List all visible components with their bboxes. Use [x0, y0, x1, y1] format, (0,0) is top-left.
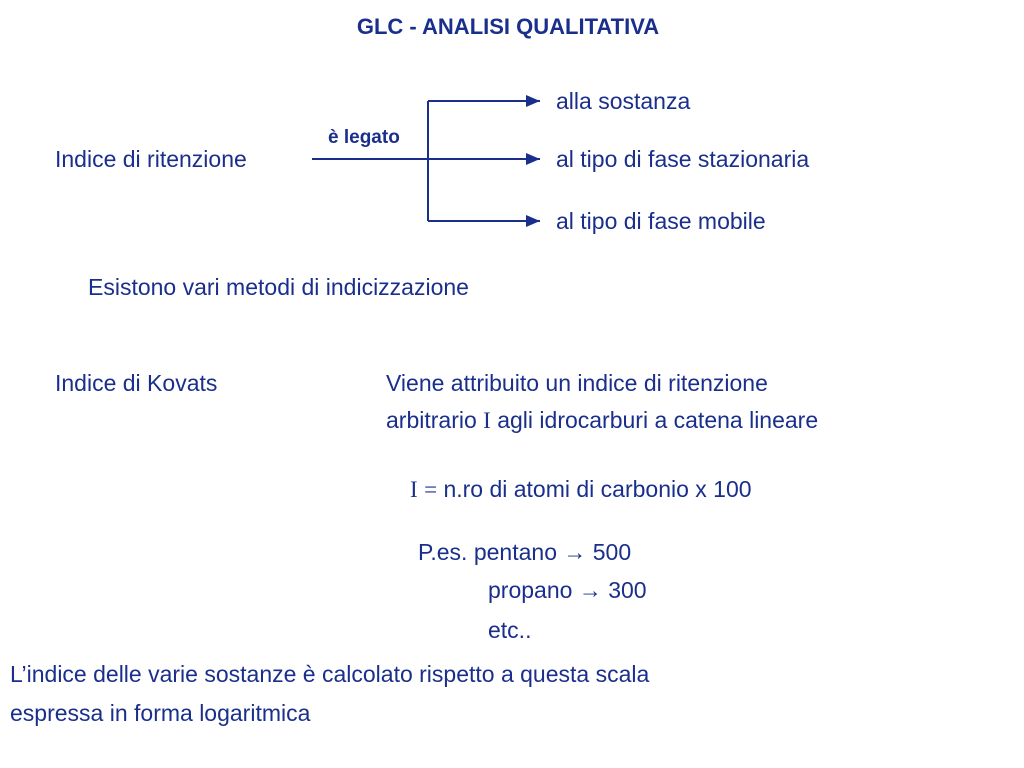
connector-label: è legato [328, 127, 400, 148]
conclusion-line1: L’indice delle varie sostanze è calcolato rispetto a questa scala [10, 661, 650, 687]
example-row-3: etc.. [488, 617, 532, 643]
arrow-icon: → [563, 539, 587, 565]
desc-post: agli idrocarburi a catena lineare [497, 407, 819, 433]
example-value: 500 [592, 539, 632, 565]
page-title: GLC - ANALISI QUALITATIVA [356, 14, 660, 39]
kovats-formula [410, 478, 752, 501]
example-name: propano [488, 577, 573, 603]
desc-pre: arbitrario [386, 407, 477, 433]
formula-text: n.ro di atomi di carbonio x 100 [443, 476, 752, 502]
source-label: Indice di ritenzione [55, 146, 247, 172]
example-row-1 [418, 541, 631, 564]
formula-symbol: I [410, 477, 418, 502]
example-prefix: P.es. [418, 539, 468, 565]
arrow-icon: → [578, 577, 602, 603]
example-row-2 [488, 579, 647, 602]
conclusion-line2: espressa in forma logaritmica [10, 700, 311, 726]
index-symbol: I [483, 408, 491, 433]
target-label-3: al tipo di fase mobile [556, 208, 766, 234]
formula-equals: = [424, 477, 438, 502]
kovats-description-line2 [386, 409, 818, 432]
target-label-1: alla sostanza [556, 88, 691, 114]
kovats-description-line1: Viene attribuito un indice di ritenzione [386, 370, 768, 396]
example-value: 300 [608, 577, 647, 603]
target-label-2: al tipo di fase stazionaria [556, 146, 810, 172]
example-name: pentano [473, 539, 557, 565]
kovats-label: Indice di Kovats [55, 370, 218, 396]
methods-text: Esistono vari metodi di indicizzazione [88, 274, 469, 300]
